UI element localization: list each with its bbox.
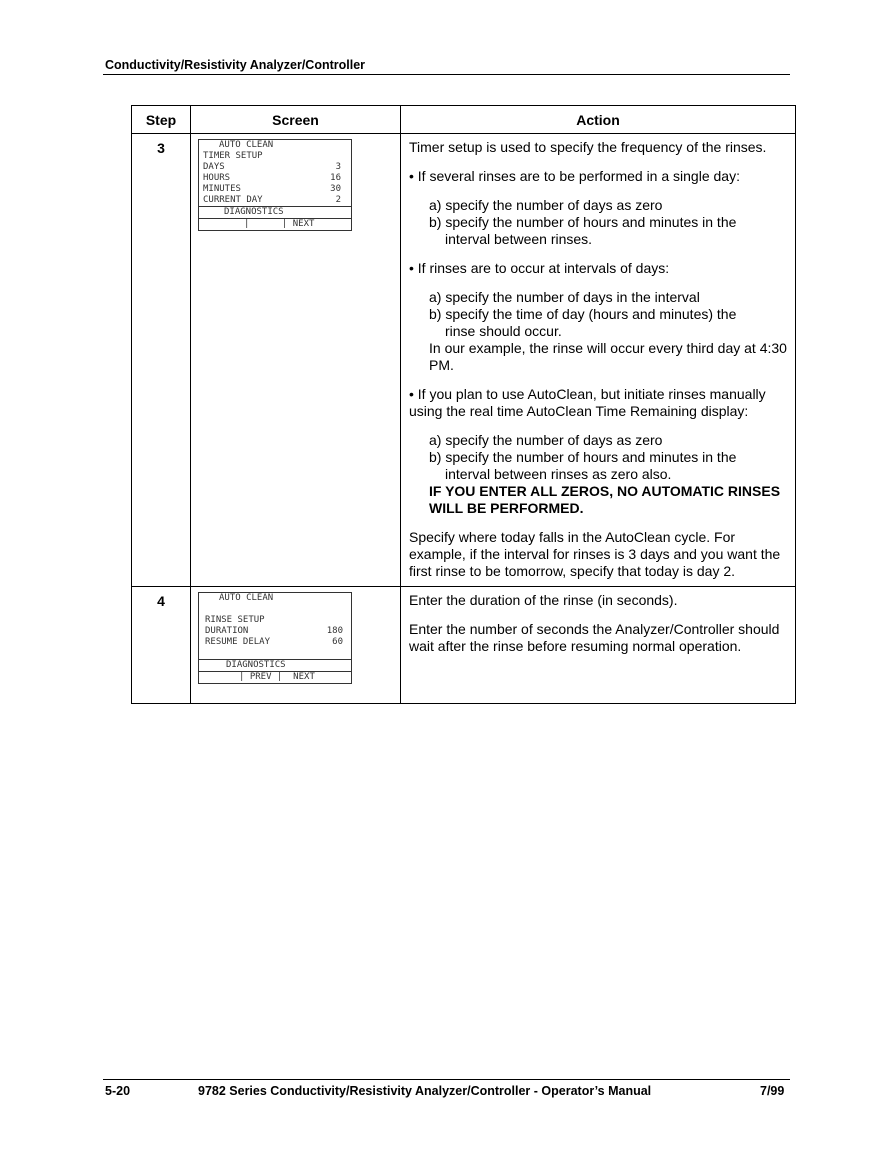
running-header: Conductivity/Resistivity Analyzer/Controller <box>105 58 366 72</box>
lcd-line: TIMER SETUP <box>203 151 263 161</box>
revision-date: 7/99 <box>760 1084 785 1098</box>
list-item: a) specify the number of days as zero <box>429 197 663 213</box>
step-number: 3 <box>132 134 191 587</box>
lcd-blank-line <box>199 604 351 615</box>
column-header-action: Action <box>401 106 796 134</box>
lcd-line: MINUTES 30 <box>203 184 341 194</box>
manual-title: 9782 Series Conductivity/Resistivity Analyzer/Controller - Operator’s Manual <box>198 1084 652 1098</box>
list-item: a) specify the number of days as zero <box>429 432 663 448</box>
lcd-diagnostics-label: DIAGNOSTICS <box>199 659 351 672</box>
lcd-title: AUTO CLEAN <box>219 593 274 603</box>
list-item-continuation: rinse should occur. <box>445 323 562 339</box>
lcd-screen-timer-setup <box>198 139 352 231</box>
footer-rule <box>103 1079 790 1080</box>
column-header-screen: Screen <box>191 106 401 134</box>
procedure-table <box>131 105 796 704</box>
list-item-continuation: interval between rinses. <box>445 231 593 247</box>
list-item-continuation: interval between rinses as zero also. <box>445 466 672 482</box>
lcd-line: RINSE SETUP <box>205 615 265 625</box>
lcd-line: DURATION 180 <box>205 626 343 636</box>
lcd-line: CURRENT DAY 2 <box>203 195 341 205</box>
list-item: b) specify the number of hours and minutes in the <box>429 449 737 465</box>
page-number: 5-20 <box>105 1084 131 1098</box>
lcd-blank-line <box>199 648 351 659</box>
example-note: In our example, the rinse will occur every third day at 4:30 PM. <box>429 340 787 373</box>
screen-cell <box>191 587 401 704</box>
action-cell <box>401 134 796 587</box>
action-intro: Timer setup is used to specify the frequency of the rinses. <box>409 139 767 155</box>
sub-list <box>429 197 787 248</box>
bullet-interval-days: • If rinses are to occur at intervals of days: <box>409 260 670 276</box>
lcd-softkey-bar: | | NEXT <box>244 219 315 229</box>
warning-text: IF YOU ENTER ALL ZEROS, NO AUTOMATIC RINSES WILL BE PERFORMED. <box>429 483 781 516</box>
table-row <box>132 134 796 587</box>
header-rule <box>103 74 790 75</box>
lcd-screen-rinse-setup <box>198 592 352 684</box>
table-row <box>132 587 796 704</box>
lcd-softkey-bar: | PREV | NEXT <box>239 672 315 682</box>
table-header-row <box>132 106 796 134</box>
action-cell <box>401 587 796 704</box>
bullet-manual-rinse: • If you plan to use AutoClean, but initiate rinses manually using the real time AutoClean Time Remaining display: <box>409 386 766 419</box>
action-closing: Specify where today falls in the AutoClean cycle. For example, if the interval for rinses is 3 days and you want the first rinse to be tomorrow, specify that today is day 2. <box>409 529 781 579</box>
bullet-single-day: • If several rinses are to be performed in a single day: <box>409 168 740 184</box>
list-item: b) specify the time of day (hours and minutes) the <box>429 306 737 322</box>
lcd-line: HOURS 16 <box>203 173 341 183</box>
list-item: b) specify the number of hours and minutes in the <box>429 214 737 230</box>
action-resume-delay: Enter the number of seconds the Analyzer/Controller should wait after the rinse before resuming normal operation. <box>409 621 780 654</box>
lcd-title: AUTO CLEAN <box>219 140 274 150</box>
column-header-step: Step <box>132 106 191 134</box>
lcd-line: DAYS 3 <box>203 162 341 172</box>
step-number: 4 <box>132 587 191 704</box>
list-item: a) specify the number of days in the interval <box>429 289 700 305</box>
action-duration: Enter the duration of the rinse (in seconds). <box>409 592 678 608</box>
sub-list <box>429 432 787 517</box>
screen-cell <box>191 134 401 587</box>
lcd-line: RESUME DELAY 60 <box>205 637 343 647</box>
lcd-diagnostics-label: DIAGNOSTICS <box>199 206 351 219</box>
sub-list <box>429 289 787 374</box>
